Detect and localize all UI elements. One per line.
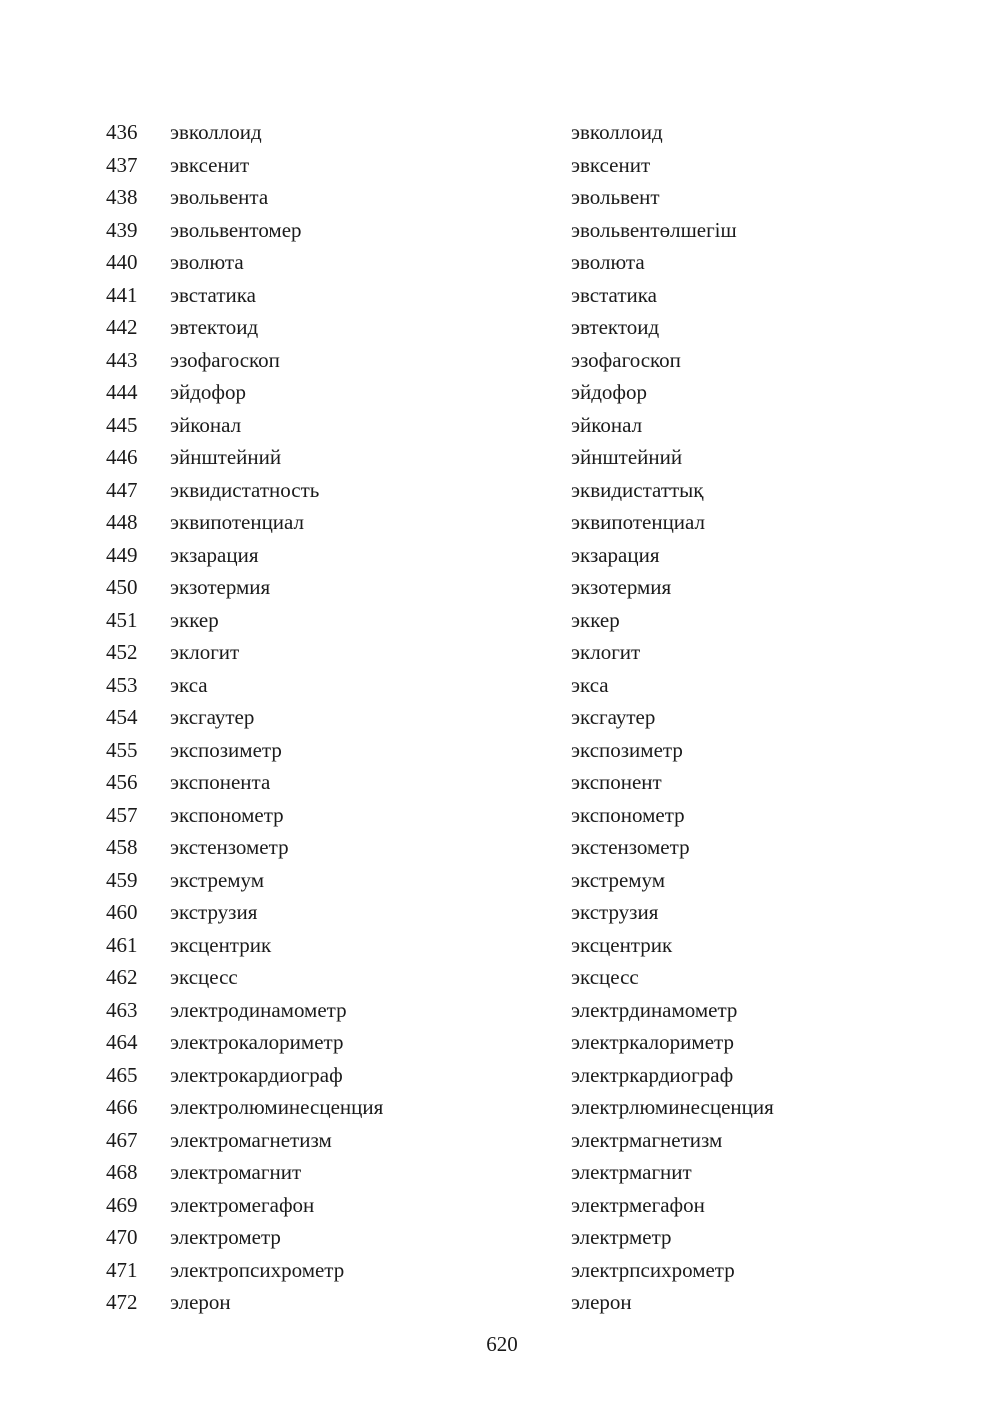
table-row [106, 1189, 906, 1222]
russian-term: эвколлоид [170, 120, 262, 144]
russian-term: эквипотенциал [170, 510, 305, 534]
russian-term: электрокардиограф [170, 1062, 343, 1087]
entry-number: 471 [106, 1257, 138, 1282]
kazakh-term: экспонент [571, 770, 662, 794]
kazakh-term: эквипотенциал [571, 510, 706, 534]
table-row [106, 279, 906, 312]
kazakh-term: электрмегафон [571, 1192, 705, 1217]
kazakh-term: экстремум [571, 867, 666, 892]
page-number: 620 [486, 1332, 518, 1356]
entry-number: 459 [106, 867, 138, 892]
russian-term: экструзия [170, 900, 258, 924]
table-row [106, 1026, 906, 1059]
table-row [106, 571, 906, 604]
russian-term: экспонента [170, 770, 271, 794]
entry-number: 466 [106, 1095, 138, 1119]
entry-number: 453 [106, 672, 138, 697]
kazakh-term: эвколлоид [571, 120, 663, 144]
russian-term: экстензометр [170, 835, 289, 859]
russian-term: электролюминесценция [170, 1095, 384, 1119]
table-row [106, 701, 906, 734]
table-row [106, 864, 906, 897]
kazakh-term: электркардиограф [571, 1062, 734, 1087]
russian-term: экса [170, 672, 208, 697]
entry-number: 472 [106, 1290, 138, 1314]
kazakh-term: элерон [571, 1290, 632, 1314]
entry-number: 465 [106, 1062, 138, 1087]
table-row [106, 994, 906, 1027]
entry-number: 441 [106, 282, 138, 307]
kazakh-term: эзофагоскоп [571, 347, 681, 372]
table-row [106, 799, 906, 832]
entry-number: 439 [106, 217, 138, 242]
russian-term: электропсихрометр [170, 1257, 345, 1282]
entry-number: 445 [106, 412, 138, 437]
entry-number: 437 [106, 152, 138, 177]
russian-term: эволюта [170, 250, 244, 274]
entry-number: 461 [106, 932, 138, 957]
table-row [106, 409, 906, 442]
russian-term: электродинамометр [170, 997, 347, 1022]
russian-term: эйконал [170, 412, 242, 437]
kazakh-term: эксцентрик [571, 932, 673, 957]
kazakh-term: экзарация [571, 542, 660, 567]
kazakh-term: эксцесс [571, 965, 639, 989]
kazakh-term: эвтектоид [571, 315, 660, 339]
russian-term: электромагнит [170, 1160, 302, 1184]
kazakh-term: экстензометр [571, 835, 690, 859]
table-row [106, 181, 906, 214]
entry-number: 448 [106, 510, 138, 534]
kazakh-term: эвстатика [571, 282, 657, 307]
russian-term: эккер [170, 607, 219, 632]
table-row [106, 539, 906, 572]
table-row [106, 116, 906, 149]
kazakh-term: экструзия [571, 900, 659, 924]
entry-number: 455 [106, 737, 138, 762]
kazakh-term: эквидистаттық [571, 477, 704, 502]
russian-term: эзофагоскоп [170, 347, 280, 372]
russian-term: экспозиметр [170, 737, 282, 762]
russian-term: эксцентрик [170, 932, 272, 957]
kazakh-term: эволюта [571, 250, 645, 274]
table-row [106, 311, 906, 344]
table-row [106, 636, 906, 669]
kazakh-term: электрдинамометр [571, 997, 738, 1022]
entry-number: 469 [106, 1192, 138, 1217]
entry-number: 463 [106, 997, 138, 1022]
entry-number: 456 [106, 770, 138, 794]
russian-term: электромегафон [170, 1192, 315, 1217]
kazakh-term: экспонометр [571, 802, 685, 827]
table-row [106, 961, 906, 994]
russian-term: эксцесс [170, 965, 238, 989]
entry-number: 438 [106, 185, 138, 209]
entry-number: 451 [106, 607, 138, 632]
entry-number: 442 [106, 315, 138, 339]
kazakh-term: электркалориметр [571, 1030, 734, 1054]
kazakh-term: эвольвентөлшегіш [571, 217, 737, 242]
table-row [106, 929, 906, 962]
kazakh-term: экзотермия [571, 575, 672, 599]
table-row [106, 246, 906, 279]
table-row [106, 1286, 906, 1319]
russian-term: элерон [170, 1290, 231, 1314]
table-row [106, 766, 906, 799]
kazakh-term: электрпсихрометр [571, 1257, 735, 1282]
kazakh-term: эйконал [571, 412, 643, 437]
entry-number: 467 [106, 1127, 138, 1152]
table-row [106, 214, 906, 247]
russian-term: эклогит [170, 640, 240, 664]
table-row [106, 376, 906, 409]
kazakh-term: электрмагнит [571, 1160, 692, 1184]
table-row [106, 474, 906, 507]
russian-term: электромагнетизм [170, 1127, 332, 1152]
russian-term: экзотермия [170, 575, 271, 599]
entry-number: 450 [106, 575, 138, 599]
table-row [106, 1156, 906, 1189]
russian-term: эквидистатность [170, 477, 320, 502]
entry-number: 449 [106, 542, 138, 567]
entry-number: 464 [106, 1030, 138, 1054]
table-row [106, 831, 906, 864]
entry-number: 436 [106, 120, 138, 144]
table-row [106, 1059, 906, 1092]
russian-term: экзарация [170, 542, 259, 567]
table-row [106, 1221, 906, 1254]
russian-term: эвксенит [170, 152, 250, 177]
entry-number: 447 [106, 477, 138, 502]
russian-term: эвольвента [170, 185, 269, 209]
entry-number: 470 [106, 1225, 138, 1249]
entry-number: 443 [106, 347, 138, 372]
entry-number: 440 [106, 250, 138, 274]
russian-term: экстремум [170, 867, 265, 892]
kazakh-term: эккер [571, 607, 620, 632]
table-row [106, 604, 906, 637]
russian-term: эксгаутер [170, 705, 255, 729]
entry-number: 452 [106, 640, 138, 664]
kazakh-term: экспозиметр [571, 737, 683, 762]
entry-number: 462 [106, 965, 138, 989]
entry-number: 457 [106, 802, 138, 827]
table-row [106, 1254, 906, 1287]
russian-term: эйнштейний [170, 445, 282, 469]
table-row [106, 149, 906, 182]
entry-number: 444 [106, 380, 138, 404]
kazakh-term: эклогит [571, 640, 641, 664]
entry-number: 458 [106, 835, 138, 859]
kazakh-term: эксгаутер [571, 705, 656, 729]
entry-number: 446 [106, 445, 138, 469]
table-row [106, 1091, 906, 1124]
table-row [106, 669, 906, 702]
kazakh-term: электрметр [571, 1225, 672, 1249]
russian-term: экспонометр [170, 802, 284, 827]
kazakh-term: эйнштейний [571, 445, 683, 469]
entry-number: 468 [106, 1160, 138, 1184]
russian-term: эвтектоид [170, 315, 259, 339]
kazakh-term: эвольвент [571, 185, 660, 209]
table-row [106, 506, 906, 539]
table-row [106, 896, 906, 929]
term-table [106, 116, 906, 1319]
entry-number: 454 [106, 705, 138, 729]
kazakh-term: электрлюминесценция [571, 1095, 774, 1119]
table-row [106, 734, 906, 767]
kazakh-term: электрмагнетизм [571, 1127, 723, 1152]
table-row [106, 344, 906, 377]
table-row [106, 441, 906, 474]
kazakh-term: эвксенит [571, 152, 651, 177]
entry-number: 460 [106, 900, 138, 924]
russian-term: эвольвентомер [170, 217, 302, 242]
russian-term: эйдофор [170, 380, 247, 404]
kazakh-term: эйдофор [571, 380, 648, 404]
russian-term: электрометр [170, 1225, 281, 1249]
russian-term: эвстатика [170, 282, 256, 307]
russian-term: электрокалориметр [170, 1030, 344, 1054]
table-row [106, 1124, 906, 1157]
kazakh-term: экса [571, 672, 609, 697]
